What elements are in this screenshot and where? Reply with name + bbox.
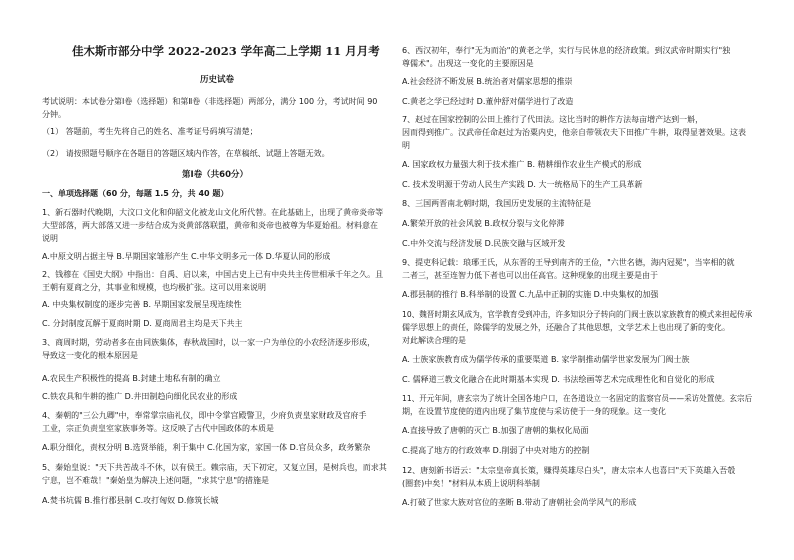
option-line: A.直接导致了唐朝的灭亡 B.加强了唐朝的集权化局面 <box>402 426 589 435</box>
part-title: 第Ⅰ卷（共60分） <box>182 170 248 180</box>
option-line: C. 儒释道三教文化融合在此时期基本实现 D. 书法绘画等艺术完成理性化和自觉化的形成 <box>402 375 715 384</box>
option-line: A.职分细化，责权分明 B.选贤举能，利于集中 C.化国为家，家国一体 D.官员众多，政务繁杂 <box>42 443 371 452</box>
question-line: 说明 <box>42 234 58 243</box>
exam-note: 分钟。 <box>42 110 66 119</box>
option-line: A.农民生产积极性的提高 B.封建土地私有制的确立 <box>42 374 221 383</box>
option-line: A.焚书坑儒 B.推行郡县制 C.攻打匈奴 D.修筑长城 <box>42 496 219 505</box>
option-line: A.繁荣开放的社会风貌 B.政权分裂与文化停滞 <box>402 219 565 228</box>
exam-subject: 历史试卷 <box>200 75 235 85</box>
option-line: C. 技术发明源于劳动人民生产实践 D. 大一统格局下的生产工具革新 <box>402 180 643 189</box>
option-line: A. 中央集权制度的逐步完善 B. 早期国家发展呈现连续性 <box>42 300 242 309</box>
question-line: 期，在设置节度使的道内出现了集节度使与采访使于一身的现象。这一变化 <box>402 407 666 416</box>
question-line: 明 <box>402 141 410 150</box>
option-line: A. 国家政权力量强大利于技术推广 B. 精耕细作农业生产模式的形成 <box>402 160 642 169</box>
question-line: 12、唐刻新书语云："太宗皇帝真长策，赚得英雄尽白头"，唐太宗本人也喜曰"天下英雄入吾彀 <box>402 466 736 475</box>
question-line: 3、商周时期，劳动者多在由同族集体，春秋战国时，以一家一户为单位的小农经济逐步形成， <box>42 338 376 347</box>
question-line: 二者三，甚至连智力低下者也可以出任高官。这种现象的出现主要是由于 <box>402 271 658 280</box>
question-line: 导致这一变化的根本原因是 <box>42 351 138 360</box>
option-line: C.黄老之学已经过时 D.董仲舒对儒学进行了改造 <box>402 97 574 106</box>
option-line: A.中原文明占据主导 B.早期国家雏形产生 C.中华文明多元一体 D.华夏认同的形成 <box>42 252 331 261</box>
question-line: 4、秦朝的"三公九卿"中，奉常掌宗庙礼仪，即中令掌宫殿警卫，少府负责皇家财政及官府手 <box>42 411 367 420</box>
section-title: 一、单项选择题（60 分，每题 1.5 分，共 40 题） <box>42 189 229 198</box>
question-line: 7、赵过在国家控制的公田上推行了代田法。这比当时的耕作方法每亩增产达到一斛， <box>402 115 704 124</box>
question-line: 9、提吏科记载：琅琊王氏，从东晋的王导到南齐的王俭，"六世名德，海内冠冕"，当宰相的就 <box>402 258 735 267</box>
question-line: 尊儒术"。出现这一变化的主要原因是 <box>402 59 534 68</box>
question-line: 王朝有夏商之分，其事业和规模，也均极扩张。这可以用来说明 <box>42 283 266 292</box>
option-line: C.中外交流与经济发展 D.民族交融与区域开发 <box>402 239 566 248</box>
question-line: 5、秦始皇说："天下共苦战斗不休，以有侯王。赖宗庙，天下初定，又复立国，是树兵也，而求其 <box>42 463 387 472</box>
question-line: 6、西汉初年，奉行"无为而治"的黄老之学，实行与民休息的经济政策。到汉武帝时期实行"独 <box>402 46 731 55</box>
question-line: 儒学思想上的责任，除儒学的发展之外，还融合了其他思想，文学艺术上也出现了新的变化。 <box>402 323 730 332</box>
question-line: 8、三国两晋南北朝时期，我国历史发展的主流特征是 <box>402 199 592 208</box>
exam-note: （2） 请按照题号顺序在各题目的答题区域内作答，在草稿纸、试题上答题无效。 <box>42 149 330 158</box>
exam-title: 佳木斯市部分中学 2022-2023 学年高二上学期 11 月月考 <box>72 44 380 58</box>
question-line: 10、魏晋时期玄风成为，官学教育受到冲击，许多知识分子转向的门阀士族以家族教育的模式来担起传承 <box>402 310 753 319</box>
question-line: 11、开元年间，唐玄宗为了统计全国各地户口，在各道设立一名固定的监察官员——采访处置使。玄宗后 <box>402 394 753 403</box>
option-line: C.铁农具和牛耕的推广 D.井田制趋向细化民农业的形成 <box>42 392 238 401</box>
question-line: 2、钱穆在《国史大纲》中指出：自禹、启以来，中国古史上已有中央共主传世相承千年之久。且 <box>42 270 384 279</box>
question-line: 大型部落，两大部落又进一步结合成为炎黄部落联盟，黄帝和炎帝也被尊为华夏始祖。材料意在 <box>42 221 378 230</box>
question-line: 宁息，岂不难哉！"秦始皇为解决上述问题，"求其宁息"的措施是 <box>42 476 270 485</box>
option-line: C. 分封制度瓦解于夏商时期 D. 夏商周君主均是天下共主 <box>42 319 243 328</box>
question-line: 工业，宗正负责皇室家族事务等。这反映了古代中国政体的本质是 <box>42 424 274 433</box>
question-line: 对此解读合理的是 <box>402 336 466 345</box>
option-line: A.打破了世家大族对官位的垄断 B.带动了唐朝社会尚学风气的形成 <box>402 498 637 507</box>
exam-note: 考试说明：本试卷分第Ⅰ卷（选择题）和第Ⅱ卷（非选择题）两部分，满分 100 分，考试时间 90 <box>42 97 378 106</box>
option-line: C.提高了地方的行政效率 D.削弱了中央对地方的控制 <box>402 446 590 455</box>
question-line: 1、新石器时代晚期，大汶口文化和仰韶文化被龙山文化所代替。在此基础上，出现了黄帝炎帝等 <box>42 208 384 217</box>
option-line: A. 士族家族教育成为儒学传承的重要渠道 B. 家学制推动儒学世家发展为门阀士族 <box>402 355 690 364</box>
option-line: A.郡县制的推行 B.科举制的设置 C.九品中正制的实施 D.中央集权的加强 <box>402 290 659 299</box>
exam-note: （1） 答题前，考生先将自己的姓名、准考证号码填写清楚； <box>42 127 258 136</box>
question-line: 因而得到推广。汉武帝任命赵过为治粟内史，他亲自带领农夫下田推广牛耕，取得显著效果。这表 <box>402 128 746 137</box>
question-line: (圈套)中矣！"材料从本质上说明科举制 <box>402 479 540 488</box>
option-line: A.社会经济不断发展 B.统治者对儒家思想的推崇 <box>402 77 573 86</box>
